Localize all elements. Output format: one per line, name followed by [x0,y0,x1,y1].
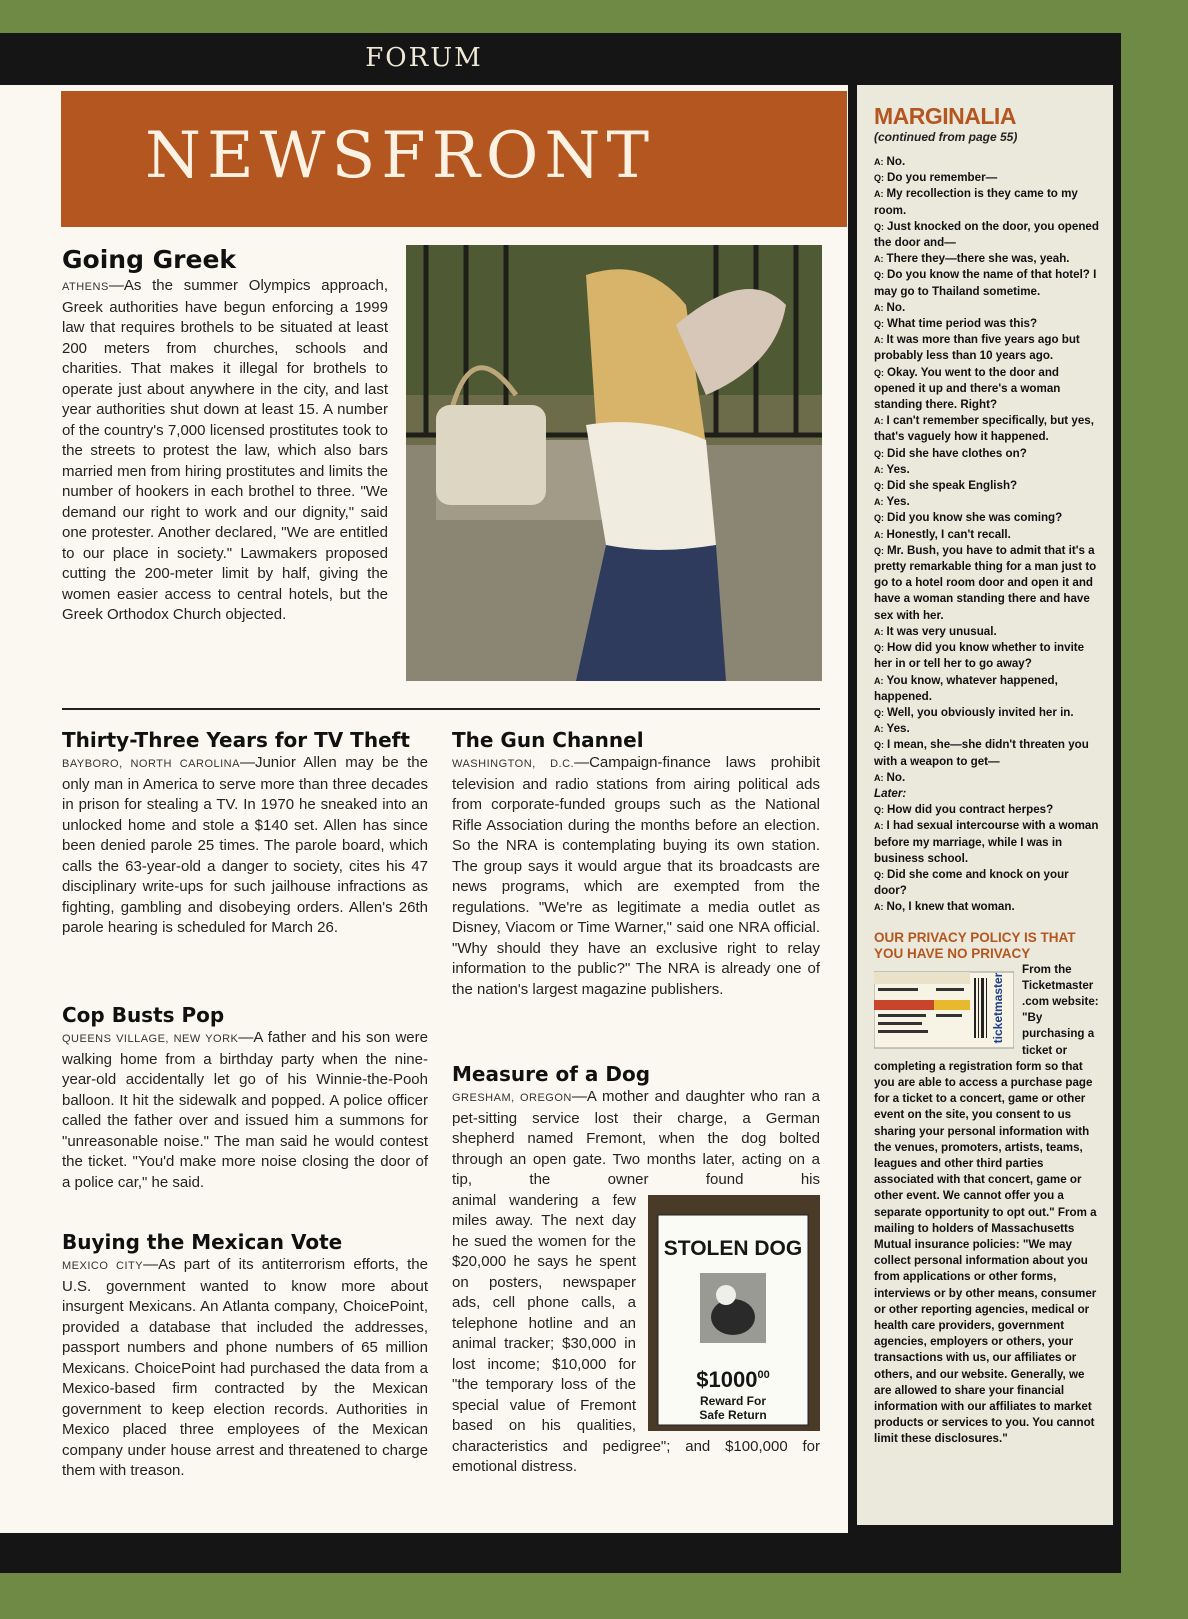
poster-amount-dollars: $1000 [696,1366,758,1392]
qa-line [874,170,1101,186]
qa-text: No. [886,300,906,314]
qa-tag: A: [874,157,884,167]
qa-line [874,721,1101,737]
qa-tag: Q: [874,173,884,184]
article-gun-channel [452,728,820,1000]
qa-line [874,219,1101,251]
sidebar-title: MARGINALIA [874,103,1016,129]
qa-text: No, I knew that woman. [886,900,1015,914]
qa-tag: Q: [874,740,884,751]
stolen-dog-poster-photo [648,1195,820,1431]
poster-title: STOLEN DOG [663,1236,803,1260]
qa-line [874,267,1101,299]
article-headline: The Gun Channel [452,728,644,752]
qa-tag: A: [874,335,884,346]
article-text-continued: mal wandering a few miles away. The next day he sued the women for the $20,000 he says he spent on posters, newspaper ads, cell phone calls, a telephone hotline and an animal tracker; $30,000 in lost income; $10,000 for "the temporary loss of the special value of Fremont based on his qualities, characteristics and pedigree"; and $100,000 for emotional distress. [452,1191,820,1475]
article-headline: Cop Busts Pop [62,1003,225,1027]
qa-line [874,446,1101,462]
privacy-body: From the Ticketmaster .com website: "By purchasing a ticket or completing a registration form so that you are able to access a purchase page for a ticket to a concert, game or other event on the site, you consent to us sharing your personal information with the venues, promoters, artists, teams, leagues and other third parties associated with that concert, game or other event. We cannot offer you a separate opportunity to opt out." From a mailing to holders of Massachusetts Mutual insurance policies: "We may collect personal information about you from applications or other forms, interviews or by other means, consumer or other reporting agencies, medical or health care providers, government agencies, employers or others, your transactions with us, our affiliates or others, and our website. Generally, we are allowed to share your financial information with our affiliates to market products or services to you. You cannot limit these disclosures." [874,962,1099,1446]
sidebar-marginalia [857,85,1113,1525]
qa-line [874,365,1101,414]
privacy-title: OUR PRIVACY POLICY IS THAT YOU HAVE NO PRIVACY [874,929,1076,961]
qa-text: Mr. Bush, you have to admit that it's a pretty remarkable thing for a man just to go to a hotel room door and open it and have a woman standing there and have sex with her. [874,543,1097,622]
sidebar-frame [848,85,1121,1533]
qa-tag: A: [874,254,884,265]
qa-tag: Q: [874,869,884,880]
qa-text: Do you know the name of that hotel? I may go to Thailand sometime. [874,268,1097,298]
article-text: —Campaign-finance laws prohibit television and radio stations from airing political ads from corporate-funded groups such as the National Rifle Association during the months before an election. So the NRA is contemplating buying its own station. The group says it would argue that its broadcasts are news programs, which are exempted from the regulations. "We're as legitimate a media outlet as Disney, Viacom or Time Warner," said one NRA official. "Why should they have an exclusive right to relay information to the public?" The NRA is already one of the nation's largest magazine publishers. [452,754,820,998]
qa-tag: Q: [874,805,884,816]
poster-illustration [648,1195,820,1431]
qa-line [874,300,1101,316]
qa-text: There they—there she was, yeah. [886,252,1070,266]
qa-line [874,413,1101,445]
qa-tag: Q: [874,319,884,330]
qa-text: Do you remember— [887,171,998,185]
qa-tag: Q: [874,367,884,378]
bottom-bar [0,1533,1121,1573]
photo-illustration [406,245,822,681]
ticket-illustration [874,968,1014,1052]
article-dateline: QUEENS VILLAGE, NEW YORK [62,1033,239,1045]
qa-tag: Q: [874,513,884,524]
qa-tag: A: [874,302,884,313]
qa-line [874,640,1101,672]
qa-text: No. [886,155,906,168]
article-headline: Buying the Mexican Vote [62,1230,343,1254]
qa-text: I mean, she—she didn't threaten you with a weapon to get— [874,738,1089,768]
qa-line [874,186,1101,218]
qa-tag: Q: [874,448,884,459]
qa-tag: A: [874,626,884,637]
article-text: —Junior Allen may be the only man in America to serve more than three decades in prison for stealing a TV. In 1970 he sneaked into an unlocked home and stole a $140 set. Allen has since been denied parole 25 times. The parole board, which calls the 63-year-old a danger to society, cites his 47 disciplinary write-ups for such jailhouse infractions as fighting, gambling and disobeying orders. Allen's 26th parole hearing is scheduled for March 26. [62,754,428,936]
qa-tag: A: [874,529,884,540]
qa-text: I had sexual intercourse with a woman before my marriage, while I was in business school. [874,819,1099,865]
qa-line [874,867,1101,899]
article-body [62,276,388,626]
qa-line [874,154,1101,170]
qa-line [874,316,1101,332]
qa-tag: A: [874,464,884,475]
qa-text: Well, you obviously invited her in. [887,705,1074,719]
article-dateline: ATHENS [62,281,109,293]
article-headline: Going Greek [62,245,237,274]
qa-tag: Q: [874,481,884,492]
qa-text: How did you contract herpes? [887,803,1054,817]
qa-line [874,673,1101,705]
qa-list [874,154,1101,786]
qa-tag: Q: [874,270,884,281]
article-body [452,753,820,1000]
qa-line [874,527,1101,543]
banner-title: NEWSFRONT [144,119,656,193]
qa-tag: A: [874,902,884,913]
qa-tag: A: [874,675,884,686]
article-dateline: MEXICO CITY [62,1260,144,1272]
qa-tag: A: [874,821,884,832]
qa-tag: Q: [874,221,884,232]
qa-tag: A: [874,416,884,427]
qa-tag: Q: [874,643,884,654]
qa-line [874,802,1101,818]
article-body [62,1255,428,1482]
qa-text: Yes. [886,495,910,509]
qa-text: Honestly, I can't recall. [886,527,1011,541]
qa-text: It was very unusual. [886,624,997,638]
qa-text: Did she come and knock on your door? [874,867,1069,898]
qa-tag: A: [874,772,884,783]
qa-text: How did you know whether to invite her in or tell her to go away? [874,641,1085,671]
qa-line [874,543,1101,624]
qa-line [874,478,1101,494]
article-dateline: WASHINGTON, D.C. [452,758,575,770]
qa-line [874,818,1101,867]
article-mexican-vote [62,1230,428,1482]
article-body [62,753,428,939]
qa-tag: Q: [874,545,884,556]
poster-reward-line2: Safe Return [699,1407,767,1422]
article-text: —As the summer Olympics approach, Greek authorities have begun enforcing a 1999 law that requires brothels to be situated at least 200 meters from churches, schools and charities. That makes it illegal for brothels to operate just about anywhere in the city, and last year authorities shut down at least 15. A number of the country's 7,000 licensed prostitutes took to the streets to protest the law, which also bars married men from hiring prostitutes and limits the number of hookers in each brothel to three. "We demand our right to work and our dignity," said one protester. Another declared, "We are entitled to our place in society." Lawmakers proposed cutting the 200-meter limit by half, giving the women easier access to central hotels, but the Greek Orthodox Church objected. [62,277,388,623]
qa-tag: Q: [874,707,884,718]
qa-text: What time period was this? [887,317,1038,331]
woman-photo [406,245,822,681]
article-text: —As part of its antiterrorism efforts, the U.S. government wanted to know more about insurgent Mexicans. An Atlanta company, ChoicePoint, provided a database that included the addresses, passport numbers and phone numbers of 65 million Mexicans. ChoicePoint had purchased the data from a Mexico-based firm contracted by the Mexican government to keep election records. Authorities in Mexico placed three employees of the Mexican company under house arrest and threatened to charge them with treason. [62,1256,428,1479]
article-headline: Thirty-Three Years for TV Theft [62,728,410,752]
article-text: —A father and his son were walking home from a birthday party when the nine-year-old accidentally let go of his Winnie-the-Pooh balloon. It hit the sidewalk and popped. A police officer called the father over and issued him a summons for "unreasonable noise." The man said he would contest the ticket. "You'd make more noise closing the door of a police car," he said. [62,1029,428,1191]
main-page [0,85,848,1533]
ticket-brand: ticketmaster [991,972,1005,1043]
qa-text: No. [886,770,906,784]
poster-amount-cents: 00 [757,1368,770,1381]
qa-line [874,462,1101,478]
qa-tag: A: [874,189,884,200]
qa-line [874,705,1101,721]
article-dateline: GRESHAM, OREGON [452,1092,572,1104]
article-dateline: BAYBORO, NORTH CAROLINA [62,758,240,770]
qa-line [874,494,1101,510]
ticket-image [874,968,1014,1052]
top-bar [0,33,1121,85]
qa-text: It was more than five years ago but probably less than 10 years ago. [874,333,1080,363]
qa-text: Did you know she was coming? [887,511,1063,525]
qa-line [874,737,1101,769]
article-tv-theft [62,728,428,939]
article-headline: Measure of a Dog [452,1062,651,1086]
sidebar-subtitle: (continued from page 55) [874,130,1018,144]
qa-line [874,251,1101,267]
article-cop-busts-pop [62,1003,428,1193]
later-label: Later: [874,786,907,800]
qa-list-later [874,802,1101,915]
qa-text: Just knocked on the door, you opened the door and— [874,219,1099,250]
qa-text: Yes. [886,462,910,476]
qa-line [874,899,1101,915]
qa-text: You know, whatever happened, happened. [874,673,1058,703]
qa-line [874,510,1101,526]
qa-text: Did she have clothes on? [887,446,1027,460]
article-measure-of-a-dog [452,1062,820,1478]
article-body [62,1028,428,1193]
qa-line [874,332,1101,364]
section-label: FORUM [365,43,483,73]
qa-text: Okay. You went to the door and opened it up and there's a woman standing there. Right? [874,365,1061,412]
qa-tag: A: [874,497,884,508]
qa-line [874,770,1101,786]
qa-line [874,624,1101,640]
article-body [452,1087,820,1478]
privacy-section [874,962,1101,1448]
banner [61,91,847,227]
qa-tag: A: [874,724,884,735]
qa-text: I can't remember specifically, but yes, that's vaguely how it happened. [874,414,1094,444]
qa-text: Yes. [886,722,910,736]
qa-text: My recollection is they came to my room. [874,187,1078,217]
section-divider [62,708,820,710]
poster-reward-line1: Reward For [699,1393,767,1408]
article-going-greek [62,245,388,626]
article-text: —A mother and daughter who ran a pet-sitting service lost their charge, a German shepherd named Fremont, when the dog bolted through an open gate. Two months later, acting on a tip, the owner found his ani [452,1088,820,1209]
qa-text: Did she speak English? [887,479,1018,493]
